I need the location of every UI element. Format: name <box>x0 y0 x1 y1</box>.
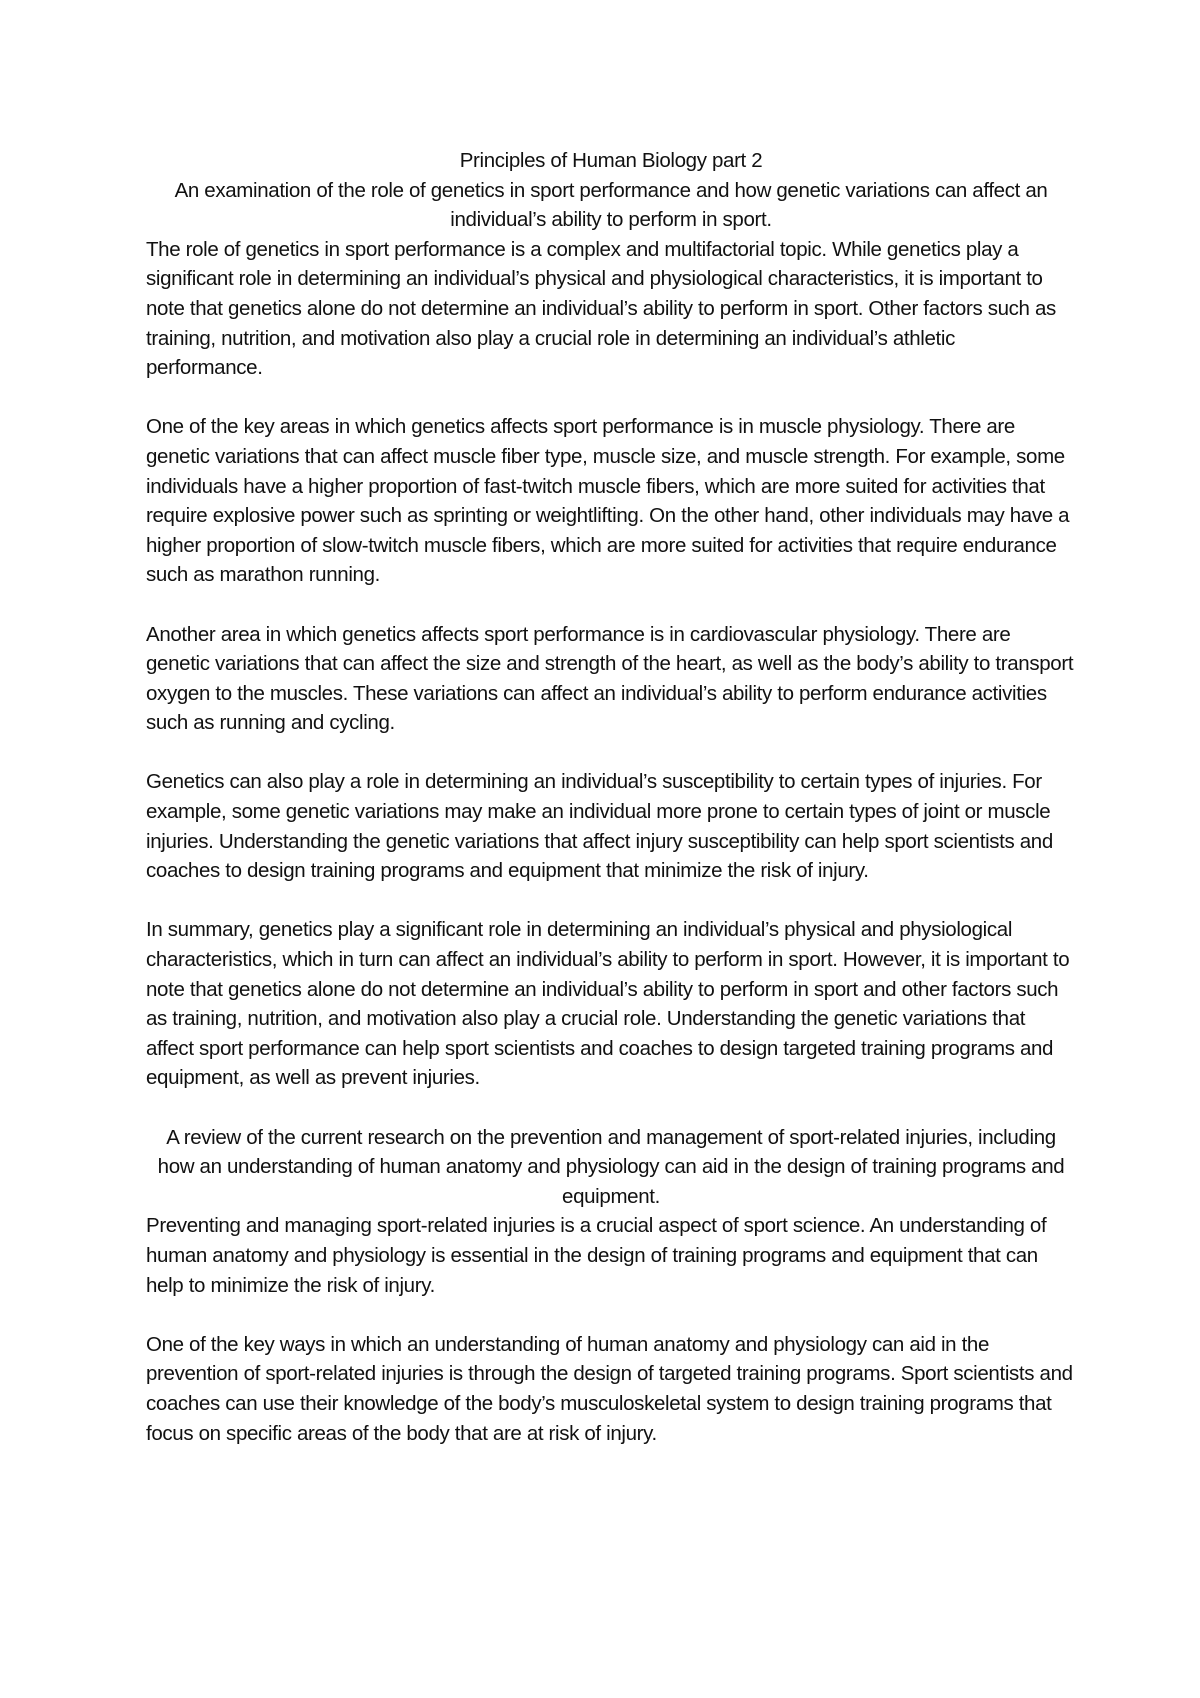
section2-paragraph: Preventing and managing sport-related injuries is a crucial aspect of sport science. An understanding of human anatomy and physiology is essential in the design of training programs and equipment that can help to minimize the risk of injury. <box>146 1214 1047 1297</box>
paragraph-gap <box>146 590 1076 620</box>
section1-paragraph: The role of genetics in sport performance is a complex and multifactorial topic. While genetics play a significant role in determining an individual’s physical and physiological characteristics, it is important to note that genetics alone do not determine an individual’s ability to perform in sport. Other factors such as training, nutrition, and motivation also play a crucial role in determining an individual’s athletic performance. <box>146 237 1056 380</box>
section1-heading: An examination of the role of genetics in sport performance and how genetic variations can affect an individual’s ability to perform in sport. <box>174 178 1048 232</box>
section2-paragraph: One of the key ways in which an understanding of human anatomy and physiology can aid in the prevention of sport-related injuries is through the design of targeted training programs. Sport scientists and coaches can use their knowledge of the body’s musculoskeletal system to design training programs that focus on specific areas of the body that are at risk of injury. <box>146 1332 1073 1445</box>
section1-paragraph: Another area in which genetics affects sport performance is in cardiovascular physiology. There are genetic variations that can affect the size and strength of the heart, as well as the body’s ability to transport oxygen to the muscles. These variations can affect an individual’s ability to perform endurance activities such as running and cycling. <box>146 622 1074 735</box>
section1-paragraph: Genetics can also play a role in determining an individual’s susceptibility to certain types of injuries. For example, some genetic variations may make an individual more prone to certain types of joint or muscle injuries. Understanding the genetic variations that affect injury susceptibility can help sport scientists and coaches to design training programs and equipment that minimize the risk of injury. <box>146 770 1053 883</box>
paragraph-gap <box>146 383 1076 413</box>
document-body <box>146 146 1076 1448</box>
section1-paragraph: In summary, genetics play a significant role in determining an individual’s physical and physiological characteristics, which in turn can affect an individual’s ability to perform in sport. However, it is important to note that genetics alone do not determine an individual’s ability to perform in sport and other factors such as training, nutrition, and motivation also play a crucial role. Understanding the genetic variations that affect sport performance can help sport scientists and coaches to design targeted training programs and equipment, as well as prevent injuries. <box>146 918 1070 1090</box>
document-title: Principles of Human Biology part 2 <box>459 149 763 172</box>
paragraph-gap <box>146 738 1076 768</box>
paragraph-gap <box>146 886 1076 916</box>
paragraph-gap <box>146 1093 1076 1123</box>
paragraph-gap <box>146 1300 1076 1330</box>
section2-heading: A review of the current research on the prevention and management of sport-related injuries, including how an understanding of human anatomy and physiology can aid in the design of training programs and equipment. <box>157 1125 1065 1208</box>
section1-paragraph: One of the key areas in which genetics affects sport performance is in muscle physiology. There are genetic variations that can affect muscle fiber type, muscle size, and muscle strength. For example, some individuals have a higher proportion of fast-twitch muscle fibers, which are more suited for activities that require explosive power such as sprinting or weightlifting. On the other hand, other individuals may have a higher proportion of slow-twitch muscle fibers, which are more suited for activities that require endurance such as marathon running. <box>146 415 1070 587</box>
